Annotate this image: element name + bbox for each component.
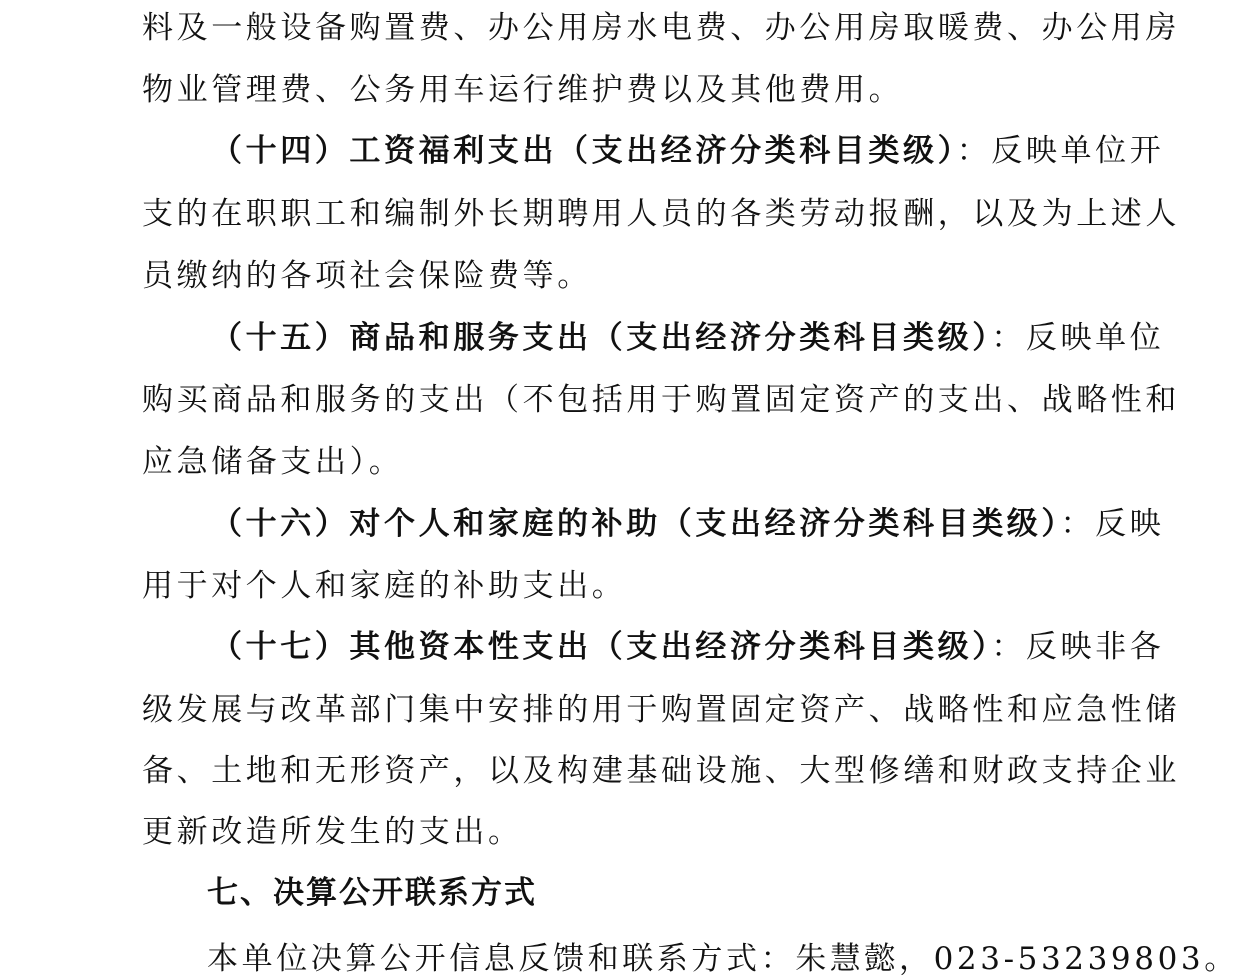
item-17-heading: （十七）其他资本性支出（支出经济分类科目类级） [211, 629, 992, 665]
item-15-text: ：反映单位 [991, 320, 1165, 356]
paragraph-line: 支的在职职工和编制外长期聘用人员的各类劳动报酬，以及为上述人 [142, 196, 1180, 232]
paragraph-line: 料及一般设备购置费、办公用房水电费、办公用房取暖费、办公用房 [142, 10, 1180, 46]
section-heading: 七、决算公开联系方式 [207, 875, 537, 911]
item-14-heading: （十四）工资福利支出（支出经济分类科目类级） [211, 133, 957, 169]
paragraph-line: 员缴纳的各项社会保险费等。 [142, 258, 592, 294]
item-15-heading: （十五）商品和服务支出（支出经济分类科目类级） [211, 320, 992, 356]
paragraph-line: 用于对个人和家庭的补助支出。 [142, 568, 627, 604]
item-16-text: ：反映 [1060, 506, 1165, 542]
item-16-heading: （十六）对个人和家庭的补助（支出经济分类科目类级） [211, 506, 1061, 542]
item-17-text: ：反映非各 [991, 629, 1165, 665]
item-15-first-line [211, 318, 1164, 358]
paragraph-line: 购买商品和服务的支出（不包括用于购置固定资产的支出、战略性和 [142, 382, 1180, 418]
item-16-first-line [211, 504, 1164, 544]
item-14-first-line [211, 131, 1164, 171]
paragraph-line: 级发展与改革部门集中安排的用于购置固定资产、战略性和应急性储 [142, 692, 1180, 728]
paragraph-line: 应急储备支出）。 [142, 444, 404, 480]
paragraph-line: 更新改造所发生的支出。 [142, 814, 523, 850]
contact-line: 本单位决算公开信息反馈和联系方式：朱慧懿，023-53239803。 [207, 941, 1239, 977]
paragraph-line: 备、土地和无形资产，以及构建基础设施、大型修缮和财政支持企业 [142, 753, 1180, 789]
item-17-first-line [211, 627, 1164, 667]
paragraph-line: 物业管理费、公务用车运行维护费以及其他费用。 [142, 72, 904, 108]
item-14-text: ：反映单位开 [956, 133, 1165, 169]
